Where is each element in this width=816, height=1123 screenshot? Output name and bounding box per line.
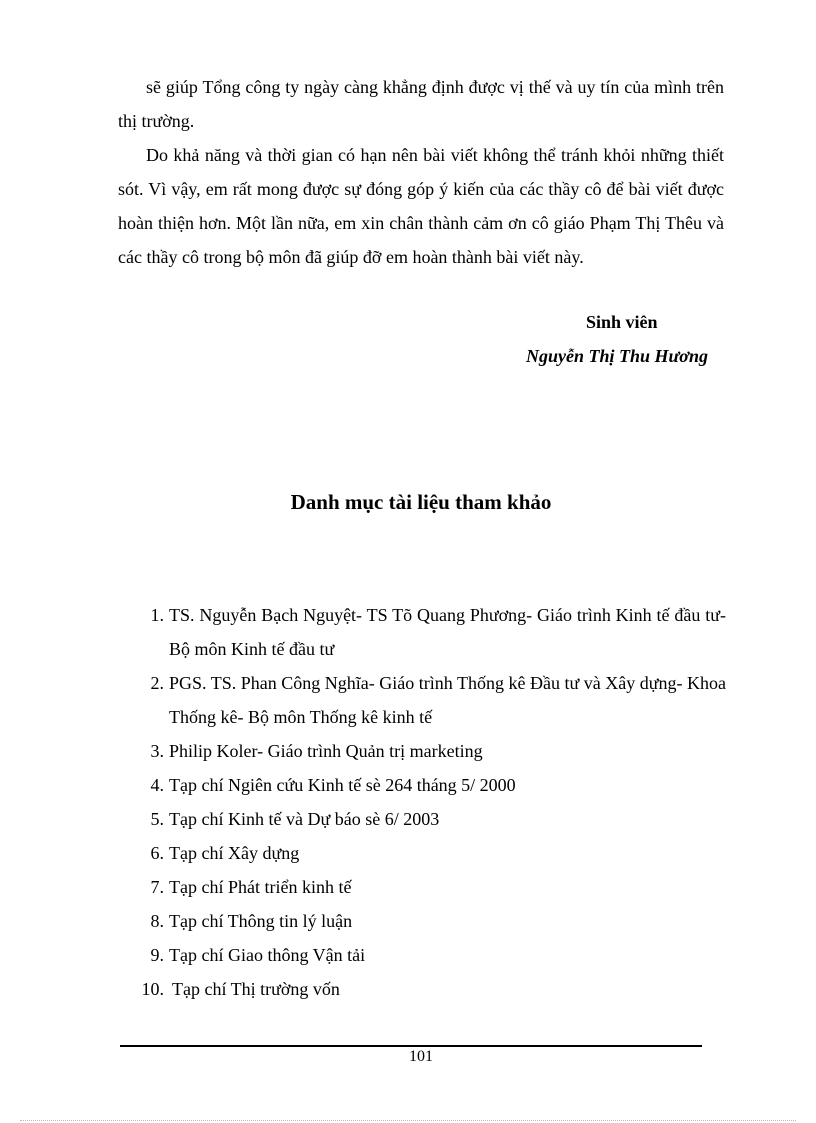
reference-number: 3. [150,741,164,761]
reference-item [134,870,726,904]
reference-item [134,938,726,972]
reference-text: Philip Koler- Giáo trình Quản trị marketing [169,741,483,761]
reference-number: 2. [150,673,164,693]
reference-number: 8. [150,911,164,931]
reference-number: 9. [150,945,164,965]
reference-number: 6. [150,843,164,863]
reference-text: Tạp chí Giao thông Vận tải [169,945,366,965]
signature-title: Sinh viên [586,312,658,332]
references-heading: Danh mục tài liệu tham khảo [290,490,552,514]
reference-text: Tạp chí Xây dựng [169,843,300,863]
reference-number: 10. [141,979,164,999]
reference-item [134,666,726,734]
footer-divider [120,1045,702,1047]
reference-item [134,972,726,1006]
body-paragraph: sẽ giúp Tổng công ty ngày càng khẳng định được vị thế và uy tín của mình trên thị trường. [118,77,724,131]
body-paragraph: Do khả năng và thời gian có hạn nên bài viết không thể tránh khỏi những thiết sót. Vì vậy, em rất mong được sự đóng góp ý kiến của các thầy cô để bài viết được hoàn thiện hơn. Một lần nữa, em xin chân thành cảm ơn cô giáo Phạm Thị Thêu và các thầy cô trong bộ môn đã giúp đỡ em hoàn thành bài viết này. [118,145,724,267]
reference-text: Tạp chí Thị trường vốn [172,979,340,999]
reference-number: 5. [150,809,164,829]
reference-text: Tạp chí Thông tin lý luận [169,911,353,931]
reference-item [134,802,726,836]
reference-item [134,598,726,666]
reference-text: Tạp chí Phát triển kinh tế [169,877,352,897]
signature-name: Nguyễn Thị Thu Hương [526,346,708,366]
reference-number: 7. [150,877,164,897]
reference-number: 1. [150,605,164,625]
reference-item [134,768,726,802]
reference-text: PGS. TS. Phan Công Nghĩa- Giáo trình Thống kê Đầu tư và Xây dựng- Khoa Thống kê- Bộ môn Thống kê kinh tế [169,673,726,727]
reference-number: 4. [150,775,164,795]
reference-text: Tạp chí Ngiên cứu Kinh tế sè 264 tháng 5/ 2000 [169,775,516,795]
reference-item [134,836,726,870]
reference-text: Tạp chí Kinh tế và Dự báo sè 6/ 2003 [169,809,440,829]
reference-item [134,904,726,938]
reference-text: TS. Nguyễn Bạch Nguyệt- TS Tõ Quang Phương- Giáo trình Kinh tế đầu tư- Bộ môn Kinh tế đầu tư [169,605,726,659]
references-list [134,598,726,1006]
page-bottom-edge [20,1120,796,1121]
page-number: 101 [409,1048,433,1065]
reference-item [134,734,726,768]
